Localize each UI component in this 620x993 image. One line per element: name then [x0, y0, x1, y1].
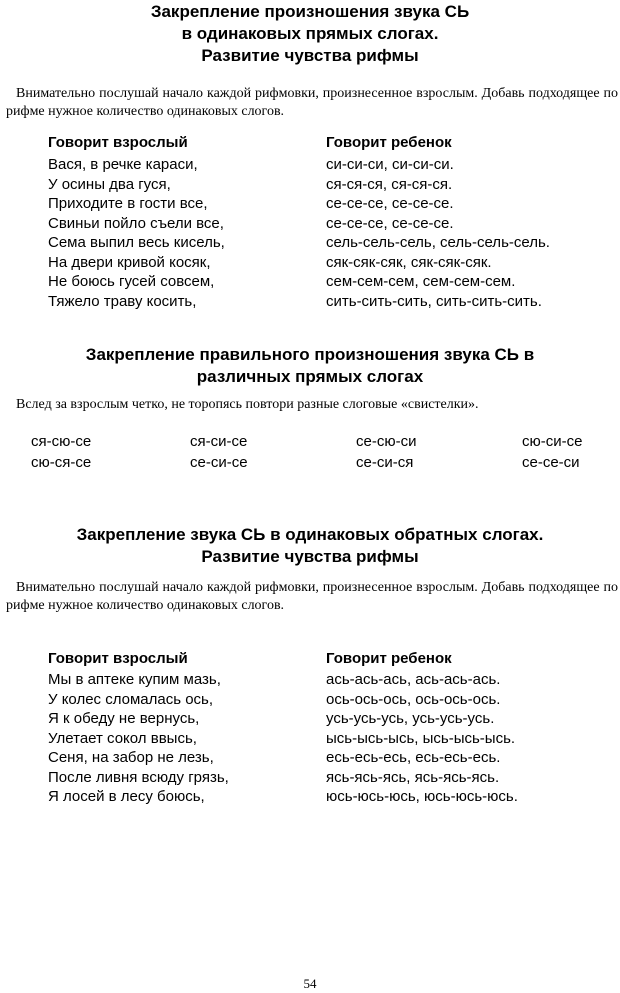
- syllable-chain: се-се-си: [522, 454, 580, 471]
- section3-child-lines: [326, 670, 518, 807]
- section1-instruction: Внимательно послушай начало каждой рифмовки, произнесенное взрослым. Добавь подходящее по рифме нужное количество одинаковых слогов.: [6, 86, 618, 119]
- syllable-chain: се-си-ся: [356, 454, 414, 471]
- adult-line: Сеня, на забор не лезь,: [48, 749, 214, 766]
- syllable-chain: се-сю-си: [356, 433, 417, 450]
- child-line: юсь-юсь-юсь, юсь-юсь-юсь.: [326, 788, 518, 805]
- adult-line: У колес сломалась ось,: [48, 690, 214, 708]
- title-line: Закрепление звука СЬ в одинаковых обратных слогах.: [76, 525, 544, 544]
- section1-adult-header: Говорит взрослый: [48, 134, 188, 151]
- child-line: ась-ась-ась, ась-ась-ась.: [326, 671, 501, 688]
- child-line: усь-усь-усь, усь-усь-усь.: [326, 710, 495, 727]
- section3-child-header: Говорит ребенок: [326, 650, 452, 667]
- section1-title: [0, 1, 620, 67]
- title-line: Развитие чувства рифмы: [201, 46, 419, 65]
- adult-line: Приходите в гости все,: [48, 195, 208, 212]
- syllable-chain: се-си-се: [190, 454, 248, 471]
- title-line: в одинаковых прямых слогах.: [181, 24, 439, 43]
- child-line: ся-ся-ся, ся-ся-ся.: [326, 175, 453, 193]
- section3-adult-lines: [48, 670, 229, 807]
- adult-line: Я лосей в лесу боюсь,: [48, 788, 205, 805]
- adult-line: Вася, в речке караси,: [48, 156, 198, 173]
- adult-line: На двери кривой косяк,: [48, 253, 211, 271]
- title-line: Закрепление произношения звука СЬ: [150, 2, 470, 21]
- section3-instruction: Внимательно послушай начало каждой рифмовки, произнесенное взрослым. Добавь подходящее по рифме нужное количество одинаковых слогов.: [6, 580, 618, 613]
- child-line: сяк-сяк-сяк, сяк-сяк-сяк.: [326, 253, 492, 271]
- adult-line: Не боюсь гусей совсем,: [48, 273, 215, 290]
- child-line: ясь-ясь-ясь, ясь-ясь-ясь.: [326, 768, 500, 786]
- child-line: есь-есь-есь, есь-есь-есь.: [326, 749, 501, 766]
- adult-line: У осины два гуся,: [48, 175, 171, 193]
- adult-line: Свиньи пойло съели все,: [48, 214, 224, 232]
- child-line: сить-сить-сить, сить-сить-сить.: [326, 292, 542, 310]
- adult-line: Улетает сокол ввысь,: [48, 729, 197, 747]
- page-number: 54: [303, 976, 317, 991]
- child-line: ысь-ысь-ысь, ысь-ысь-ысь.: [326, 729, 516, 747]
- adult-line: Тяжело траву косить,: [48, 292, 197, 310]
- child-line: ось-ось-ось, ось-ось-ось.: [326, 690, 501, 708]
- title-line: Развитие чувства рифмы: [201, 547, 419, 566]
- adult-line: Сема выпил весь кисель,: [48, 234, 225, 251]
- adult-line: После ливня всюду грязь,: [48, 768, 229, 786]
- title-line: Закрепление правильного произношения звука СЬ в: [85, 345, 535, 364]
- child-line: сель-сель-сель, сель-сель-сель.: [326, 234, 550, 251]
- section1-adult-lines: [48, 155, 225, 311]
- syllable-chain: сю-ся-се: [31, 454, 92, 471]
- syllable-chain: ся-сю-се: [31, 433, 92, 450]
- syllable-chain: сю-си-се: [522, 433, 583, 450]
- child-line: се-се-се, се-се-се.: [326, 195, 454, 212]
- section1-child-lines: [326, 155, 550, 311]
- section2-instruction: Вслед за взрослым четко, не торопясь повтори разные слоговые «свистелки».: [16, 397, 479, 412]
- child-line: сем-сем-сем, сем-сем-сем.: [326, 273, 516, 290]
- adult-line: Мы в аптеке купим мазь,: [48, 671, 221, 688]
- title-line: различных прямых слогах: [196, 367, 424, 386]
- adult-line: Я к обеду не вернусь,: [48, 710, 200, 727]
- section2-title: [0, 344, 620, 388]
- section3-title: [0, 524, 620, 568]
- child-line: си-си-си, си-си-си.: [326, 156, 454, 173]
- section1-child-header: Говорит ребенок: [326, 134, 452, 151]
- section3-adult-header: Говорит взрослый: [48, 650, 188, 667]
- syllable-chain: ся-си-се: [190, 433, 248, 450]
- child-line: се-се-се, се-се-се.: [326, 214, 454, 232]
